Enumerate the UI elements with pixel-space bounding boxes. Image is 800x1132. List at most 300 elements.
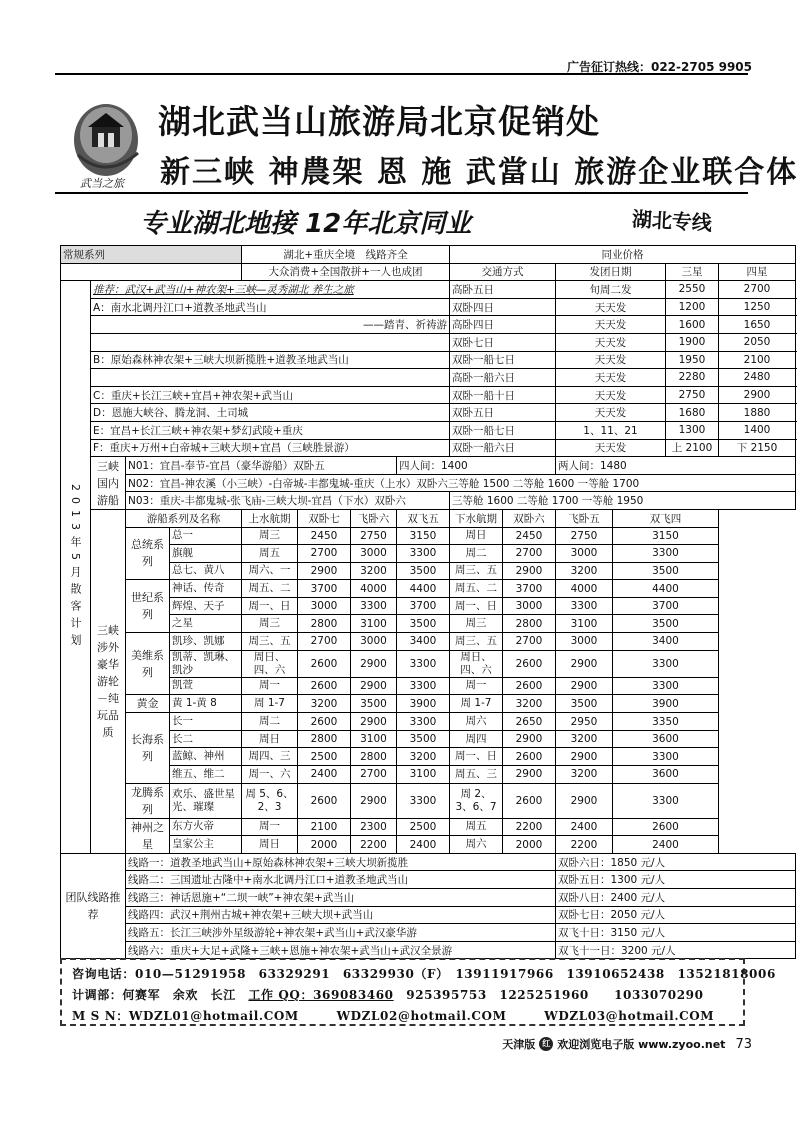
lux-cell: 3500 (613, 562, 719, 580)
table-row (61, 748, 796, 766)
price-4star: 1650 (719, 316, 796, 334)
route-name: ——踏青、祈祷游 (91, 316, 450, 334)
lux-cell: 之星 (170, 615, 242, 633)
ad-hotline: 广告征订热线：022-2705 9905 (566, 60, 752, 74)
lux-cell: 2900 (351, 677, 397, 695)
lux-cell: 3200 (556, 562, 613, 580)
lux-cell: 2600 (503, 650, 556, 677)
table-row (61, 263, 796, 281)
contact-box (60, 958, 776, 1026)
lux-cell: 2800 (298, 730, 351, 748)
lux-cell: 周一、日 (450, 597, 503, 615)
lux-cell: 周六 (450, 713, 503, 731)
route-name: F：重庆+万州+白帝城+三峡大坝+宜昌（三峡胜景游） (91, 439, 450, 457)
lux-cell: 周 2、3、6、7 (450, 783, 503, 818)
qq-label: 工作 QQ：369083460 (248, 988, 394, 1002)
lux-cell: 周一 (242, 818, 298, 836)
table-row (61, 677, 796, 695)
table-row (61, 281, 796, 299)
lux-cell: 3500 (556, 695, 613, 713)
table-row (61, 298, 796, 316)
table-row (61, 615, 796, 633)
route-name: E：宜昌+长江三峡+神农架+梦幻武陵+重庆 (91, 421, 450, 439)
lux-cell: 2900 (556, 677, 613, 695)
lux-cell: 周二 (450, 545, 503, 563)
lux-cell: 3300 (397, 713, 450, 731)
lux-cell: 3900 (397, 695, 450, 713)
depart-date: 旬周二发 (556, 281, 666, 299)
date-header: 发团日期 (556, 263, 666, 281)
lux-cell: 2200 (351, 836, 397, 854)
lux-cell: 3300 (397, 783, 450, 818)
lux-cell: 长二 (170, 730, 242, 748)
table-row (61, 783, 796, 818)
table-row (61, 492, 796, 510)
lux-cell: 周五 (242, 545, 298, 563)
lux-cell: 3500 (397, 615, 450, 633)
lux-cell: 4400 (397, 580, 450, 598)
table-row (61, 474, 796, 492)
transport: 高卧四日 (450, 316, 556, 334)
lux-cell: 3100 (351, 730, 397, 748)
lux-cell: 3350 (613, 713, 719, 731)
lux-cell: 3400 (613, 633, 719, 651)
cruise-group: 美维系列 (126, 633, 170, 695)
table-row (61, 766, 796, 784)
table-row (61, 730, 796, 748)
lux-cell: 2900 (351, 783, 397, 818)
price-4star: 1250 (719, 298, 796, 316)
cruise-group: 世纪系列 (126, 580, 170, 633)
lux-cell: 2500 (298, 748, 351, 766)
lux-cell: 东方火帝 (170, 818, 242, 836)
lux-cell: 凯蒂、凯琳、凯沙 (170, 650, 242, 677)
cruise-n01: N01：宜昌-奉节-宜昌（豪华游船）双卧五 (126, 457, 397, 475)
lux-head-name: 游船系列及名称 (126, 509, 242, 527)
lux-cell: 周 5、6、2、3 (242, 783, 298, 818)
price-4star: 1400 (719, 421, 796, 439)
transport: 双卧四日 (450, 298, 556, 316)
lux-cell: 3000 (503, 597, 556, 615)
route-name: B：原始森林神农架+三峡大坝新揽胜+道教圣地武当山 (91, 351, 450, 369)
price-3star: 1680 (666, 404, 719, 422)
footer (502, 1036, 752, 1052)
lux-cell: 3100 (556, 615, 613, 633)
lux-cell: 2600 (503, 677, 556, 695)
lux-cell: 总一 (170, 527, 242, 545)
lux-cell: 3300 (397, 650, 450, 677)
table-row (61, 421, 796, 439)
lux-cell: 周一 (450, 677, 503, 695)
price-3star: 2750 (666, 386, 719, 404)
cruise-group: 龙腾系列 (126, 783, 170, 818)
header-line1: 湖北+重庆全境 线路齐全 (242, 246, 450, 264)
staff-names: 计调部：何赛军 余欢 长江 (72, 988, 249, 1002)
group-price: 双卧八日：2400 元/人 (556, 889, 796, 907)
lux-cell: 2900 (556, 783, 613, 818)
group-route: 线路五：长江三峡涉外星级游轮+神农架+武当山+武汉豪华游 (126, 924, 556, 942)
table-row (61, 924, 796, 942)
lux-cell: 周五、三 (450, 766, 503, 784)
group-route: 线路一：道教圣地武当山+原始森林神农架+三峡大坝新揽胜 (126, 853, 556, 871)
transport: 双卧一船七日 (450, 351, 556, 369)
price-3star: 1200 (666, 298, 719, 316)
star3-header: 三星 (666, 263, 719, 281)
table-row (61, 818, 796, 836)
cruise-n02: N02：宜昌-神农溪（小三峡）-白帝城-丰都鬼城-重庆（上水）双卧六三等舱 1500 二等舱 1600 一等舱 1700 (126, 474, 796, 492)
lux-cell: 蓝鲸、神州 (170, 748, 242, 766)
price-3star: 1300 (666, 421, 719, 439)
lux-cell: 周三 (242, 527, 298, 545)
lux-cell: 皇家公主 (170, 836, 242, 854)
lux-cell: 3000 (298, 597, 351, 615)
top-rule (55, 73, 748, 75)
lux-cell: 2800 (351, 748, 397, 766)
price-4star: 1880 (719, 404, 796, 422)
lux-cell: 2900 (556, 650, 613, 677)
lux-cell: 2400 (556, 818, 613, 836)
table-row (61, 333, 796, 351)
price-3star: 2280 (666, 369, 719, 387)
lux-cell: 2400 (397, 836, 450, 854)
depart-date: 天天发 (556, 316, 666, 334)
lux-cell: 2600 (503, 783, 556, 818)
lux-cell: 2700 (298, 633, 351, 651)
transport: 双卧七日 (450, 333, 556, 351)
lux-cell: 周日、四、六 (242, 650, 298, 677)
price-3star: 上 2100 (666, 439, 719, 457)
logo-caption: 武当之旅 (80, 177, 124, 190)
lux-cell: 2000 (298, 836, 351, 854)
lux-cell: 2400 (613, 836, 719, 854)
page-number: 73 (735, 1036, 752, 1052)
transport: 双卧一船十日 (450, 386, 556, 404)
depart-date: 天天发 (556, 439, 666, 457)
lux-cell: 3500 (613, 615, 719, 633)
lux-cell: 2900 (556, 748, 613, 766)
luxury-cruise-label: 三峡涉外豪华游轮－纯玩品质 (91, 509, 126, 853)
lux-cell: 周一、日 (242, 597, 298, 615)
lux-cell: 2100 (298, 818, 351, 836)
lux-head-col: 下水航期 (450, 509, 503, 527)
lux-cell: 2700 (298, 545, 351, 563)
lux-cell: 周一、六 (242, 766, 298, 784)
lux-cell: 周三、五 (450, 633, 503, 651)
group-route: 线路四：武汉+荆州古城+神农架+三峡大坝+武当山 (126, 906, 556, 924)
table-row (61, 246, 796, 264)
table-row (61, 889, 796, 907)
transport: 双卧五日 (450, 404, 556, 422)
lux-cell: 周日 (242, 836, 298, 854)
lux-head-col: 双飞四 (613, 509, 719, 527)
lux-head-col: 飞卧六 (351, 509, 397, 527)
lux-cell: 3200 (556, 766, 613, 784)
lux-cell: 周三、五 (450, 562, 503, 580)
lux-cell: 3600 (613, 730, 719, 748)
lux-cell: 维五、维二 (170, 766, 242, 784)
table-row (61, 527, 796, 545)
lux-cell: 2800 (503, 615, 556, 633)
lux-cell: 周三 (450, 615, 503, 633)
lux-cell: 3300 (613, 545, 719, 563)
lux-head-col: 飞卧五 (556, 509, 613, 527)
lux-cell: 3500 (397, 562, 450, 580)
table-row (61, 853, 796, 871)
table-row (61, 836, 796, 854)
lux-cell: 2450 (298, 527, 351, 545)
lux-cell: 3000 (351, 545, 397, 563)
route-name: 推荐：武汉+武当山+神农架+三峡—灵秀湖北 养生之旅 (91, 281, 450, 299)
price-4star: 2100 (719, 351, 796, 369)
cruise-n03-price: 三等舱 1600 二等舱 1700 一等舱 1950 (450, 492, 796, 510)
lux-cell: 3150 (397, 527, 450, 545)
lux-cell: 2450 (503, 527, 556, 545)
welcome-text: 欢迎浏览电子版 www.zyoo.net (557, 1038, 726, 1051)
lux-cell: 总七、黄八 (170, 562, 242, 580)
qq-numbers: 925395753 1225251960 1033070290 (393, 988, 704, 1002)
route-name (91, 369, 450, 387)
lux-cell: 3700 (397, 597, 450, 615)
transport: 双卧一船六日 (450, 439, 556, 457)
group-price: 双卧五日：1300 元/人 (556, 871, 796, 889)
route-name: A：南水北调丹江口+道教圣地武当山 (91, 298, 450, 316)
table-row (61, 509, 796, 527)
transport: 高卧一船六日 (450, 369, 556, 387)
lux-cell: 周四 (450, 730, 503, 748)
lux-cell: 周日、四、六 (450, 650, 503, 677)
lux-cell: 3900 (613, 695, 719, 713)
lux-cell: 2600 (613, 818, 719, 836)
price-4star: 2900 (719, 386, 796, 404)
lux-cell: 周 1-7 (450, 695, 503, 713)
lux-cell: 周日 (242, 730, 298, 748)
lux-cell: 神话、传奇 (170, 580, 242, 598)
lux-cell: 2900 (503, 730, 556, 748)
lux-cell: 周一、日 (450, 748, 503, 766)
lux-cell: 3300 (397, 677, 450, 695)
depart-date: 1、11、21 (556, 421, 666, 439)
lux-cell: 2200 (503, 818, 556, 836)
lux-cell: 3400 (397, 633, 450, 651)
sub-title: 新三峡 神農架 恩 施 武當山 旅游企业联合体 (160, 155, 799, 190)
header-blank (61, 263, 242, 281)
star4-header: 四星 (719, 263, 796, 281)
lux-head-col: 上水航期 (242, 509, 298, 527)
lux-cell: 2750 (351, 527, 397, 545)
lux-cell: 凯萱 (170, 677, 242, 695)
lux-cell: 2900 (351, 713, 397, 731)
cruise-group: 长海系列 (126, 713, 170, 783)
lux-cell: 3100 (397, 766, 450, 784)
lux-cell: 2600 (298, 713, 351, 731)
lux-cell: 周六 (450, 836, 503, 854)
lux-cell: 4000 (556, 580, 613, 598)
lux-cell: 2800 (298, 615, 351, 633)
table-row (61, 457, 796, 475)
depart-date: 天天发 (556, 298, 666, 316)
table-row (61, 562, 796, 580)
lux-cell: 2900 (298, 562, 351, 580)
lux-cell: 旗舰 (170, 545, 242, 563)
staff-line (72, 985, 733, 1006)
table-row (61, 713, 796, 731)
lux-cell: 2900 (503, 562, 556, 580)
title-rule (55, 192, 748, 194)
lux-cell: 辉煌、天子 (170, 597, 242, 615)
main-title: 湖北武当山旅游局北京促销处 (158, 102, 600, 141)
route-name: D：恩施大峡谷、腾龙洞、土司城 (91, 404, 450, 422)
price-header: 同业价格 (450, 246, 796, 264)
cruise-n03: N03：重庆-丰都鬼城-张飞庙-三峡大坝-宜昌（下水）双卧六 (126, 492, 450, 510)
table-row (61, 369, 796, 387)
lux-cell: 3500 (351, 695, 397, 713)
lux-cell: 周三、五 (242, 633, 298, 651)
lux-head-col: 双卧六 (503, 509, 556, 527)
lux-cell: 周五 (450, 818, 503, 836)
group-price: 双飞十日：3150 元/人 (556, 924, 796, 942)
depart-date: 天天发 (556, 404, 666, 422)
group-price: 双卧六日：1850 元/人 (556, 853, 796, 871)
lux-cell: 3300 (613, 650, 719, 677)
route-name (91, 333, 450, 351)
phone-line: 咨询电话：010—51291958 63329291 63329930（F） 13911917966 13910652438 13521818006 (72, 967, 776, 981)
table-row (61, 439, 796, 457)
slogan: 专业湖北地接 12年北京同业 (140, 209, 472, 239)
cruise-group: 神州之星 (126, 818, 170, 853)
lux-cell: 3150 (613, 527, 719, 545)
hubei-line-tag: 湖北专线 (631, 206, 713, 236)
group-price: 双飞十一日：3200 元/人 (556, 941, 796, 959)
lux-cell: 3300 (351, 597, 397, 615)
lux-cell: 4000 (351, 580, 397, 598)
lux-cell: 3300 (397, 545, 450, 563)
lux-cell: 2900 (351, 650, 397, 677)
lux-cell: 3200 (556, 730, 613, 748)
group-route: 线路二：三国遗址古隆中+南水北调丹江口+道教圣地武当山 (126, 871, 556, 889)
lux-cell: 2600 (503, 748, 556, 766)
lux-cell: 3000 (556, 633, 613, 651)
lux-cell: 2500 (397, 818, 450, 836)
domestic-cruise-label: 三峡国内游船 (91, 457, 126, 510)
lux-cell: 周一 (242, 677, 298, 695)
price-3star: 2550 (666, 281, 719, 299)
lux-cell: 周 1-7 (242, 695, 298, 713)
table-row (61, 580, 796, 598)
series-header: 常规系列 (61, 246, 242, 264)
depart-date: 天天发 (556, 333, 666, 351)
lux-cell: 3500 (397, 730, 450, 748)
tour-price-table (60, 245, 796, 959)
lux-head-col: 双卧七 (298, 509, 351, 527)
lux-cell: 周四、三 (242, 748, 298, 766)
lux-cell: 2650 (503, 713, 556, 731)
table-row (61, 351, 796, 369)
group-route: 线路三：神话恩施+“二坝一峡”+神农架+武当山 (126, 889, 556, 907)
price-4star: 2480 (719, 369, 796, 387)
lux-cell: 周六、一 (242, 562, 298, 580)
price-3star: 1900 (666, 333, 719, 351)
cruise-group: 总统系列 (126, 527, 170, 580)
lux-cell: 2700 (351, 766, 397, 784)
transport: 双卧一船七日 (450, 421, 556, 439)
lux-cell: 3700 (298, 580, 351, 598)
group-route: 线路六：重庆+大足+武隆+三峡+恩施+神农架+武当山+武汉全景游 (126, 941, 556, 959)
lux-head-col: 双飞五 (397, 509, 450, 527)
table-row (61, 633, 796, 651)
price-3star: 1600 (666, 316, 719, 334)
lux-cell: 周五、二 (450, 580, 503, 598)
table-row (61, 695, 796, 713)
lux-cell: 周三 (242, 615, 298, 633)
table-row (61, 941, 796, 959)
lux-cell: 2700 (503, 633, 556, 651)
lux-cell: 3700 (503, 580, 556, 598)
cruise-n01-2p: 两人间：1480 (556, 457, 796, 475)
lux-cell: 周五、二 (242, 580, 298, 598)
lux-cell: 2000 (503, 836, 556, 854)
transport: 高卧五日 (450, 281, 556, 299)
lux-cell: 2950 (556, 713, 613, 731)
table-row (61, 650, 796, 677)
header-line2: 大众消费+全国散拼+一人也成团 (242, 263, 450, 281)
price-4star: 2700 (719, 281, 796, 299)
table-row (61, 404, 796, 422)
lux-cell: 3300 (613, 748, 719, 766)
lux-cell: 周日 (450, 527, 503, 545)
lux-cell: 2600 (298, 650, 351, 677)
lux-cell: 3600 (613, 766, 719, 784)
transport-header: 交通方式 (450, 263, 556, 281)
lux-cell: 2300 (351, 818, 397, 836)
table-row (61, 906, 796, 924)
depart-date: 天天发 (556, 386, 666, 404)
lux-cell: 3700 (613, 597, 719, 615)
lux-cell: 2600 (298, 783, 351, 818)
group-route-label: 团队线路推荐 (61, 853, 126, 959)
lux-cell: 长一 (170, 713, 242, 731)
group-price: 双卧七日：2050 元/人 (556, 906, 796, 924)
price-3star: 1950 (666, 351, 719, 369)
logo (68, 85, 150, 195)
lux-cell: 3200 (298, 695, 351, 713)
lux-cell: 2750 (556, 527, 613, 545)
cruise-group: 黄金 (126, 695, 170, 713)
lux-cell: 3300 (613, 677, 719, 695)
seal-icon: 红 (539, 1037, 553, 1051)
lux-cell: 黄 1-黄 8 (170, 695, 242, 713)
lux-cell: 2700 (503, 545, 556, 563)
lux-cell: 3200 (351, 562, 397, 580)
lux-cell: 2400 (298, 766, 351, 784)
lux-cell: 3300 (556, 597, 613, 615)
msn-line: M S N：WDZL01@hotmail.COM WDZL02@hotmail.COM WDZL03@hotmail.COM (72, 1009, 715, 1023)
table-row (61, 316, 796, 334)
lux-cell: 3000 (556, 545, 613, 563)
depart-date: 天天发 (556, 369, 666, 387)
price-4star: 下 2150 (719, 439, 796, 457)
side-date-label: 2013年5月散客计划 (61, 281, 91, 854)
table-row (61, 545, 796, 563)
lux-cell: 3300 (613, 783, 719, 818)
lux-cell: 2900 (503, 766, 556, 784)
lux-cell: 欢乐、盛世星光、璀璨 (170, 783, 242, 818)
lux-cell: 周二 (242, 713, 298, 731)
depart-date: 天天发 (556, 351, 666, 369)
edition: 天津版 (502, 1038, 536, 1051)
lux-cell: 2200 (556, 836, 613, 854)
price-4star: 2050 (719, 333, 796, 351)
cruise-n01-4p: 四人间：1400 (397, 457, 556, 475)
